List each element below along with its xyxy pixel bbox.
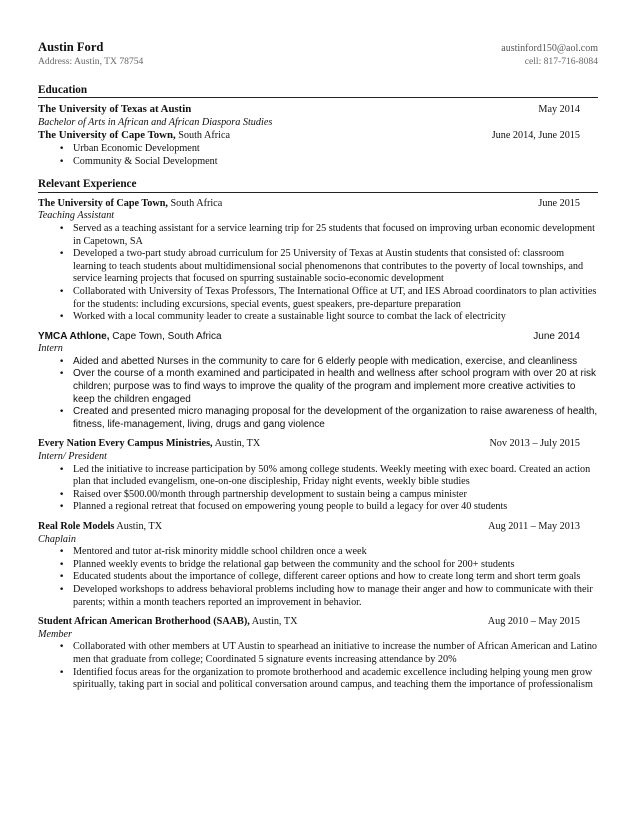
job-org-line (38, 521, 162, 534)
job-location: Austin, TX (212, 438, 261, 450)
list-item: • Community & Social Development (38, 156, 598, 169)
job-location: South Africa (167, 197, 223, 209)
school-row (38, 129, 598, 143)
cell-phone: cell: 817-716-8084 (524, 55, 598, 67)
job-location: Austin, TX (249, 616, 298, 628)
job-location: Cape Town, South Africa (109, 330, 222, 342)
list-item: • Identified focus areas for the organization to promote brotherhood and academic excellence including helping young men grow spiritually, taking part in social and political conversation around campus, and teaching them the importance of professionalism (38, 667, 598, 692)
job-org: YMCA Athlone, (38, 330, 110, 342)
postal-address: Address: Austin, TX 78754 (38, 55, 144, 67)
header-row (38, 40, 598, 56)
list-item: • Planned weekly events to bridge the relational gap between the community and the school for 200+ students (38, 559, 598, 572)
list-item: • Mentored and tutor at-risk minority middle school children once a week (38, 546, 598, 559)
school-name: The University of Texas at Austin (38, 103, 192, 116)
school-row (38, 103, 598, 117)
list-item: • Developed a two-part study abroad curriculum for 25 University of Texas at Austin students that consisted of: classroom learning to teach students about multidimensional social phenomenons that contributes to the poverty of local townships, and service learning projects that focused on spurring sustainable socio-economic development (38, 248, 598, 286)
job-date: Aug 2011 – May 2013 (488, 521, 580, 532)
school-name: The University of Cape Town, (38, 129, 176, 142)
job-bullets (38, 223, 598, 324)
school-name-line (38, 129, 230, 143)
contact-row (38, 56, 598, 68)
spacer (38, 431, 598, 438)
coursework-list (38, 143, 598, 168)
list-item: • Led the initiative to increase participation by 50% among college students. Weekly meeting with exec board. Created an action plan that included evangelism, one-on-one discipleship, Friday night events, weekly bible studies (38, 464, 598, 489)
list-item: • Developed workshops to address behavioral problems including how to manage their anger and how to communicate with their parents; within a month teachers reported an improvement in behavior. (38, 584, 598, 609)
list-item: • Worked with a local community leader to create a sustainable light source to combat the lack of electricity (38, 311, 598, 324)
job-bullets (38, 464, 598, 514)
job-bullets (38, 356, 598, 432)
job-title: Intern (38, 343, 63, 355)
study-dates: June 2014, June 2015 (491, 130, 580, 142)
list-item: • Urban Economic Development (38, 143, 598, 156)
job-org-line (38, 198, 222, 211)
job-bullets (38, 641, 598, 691)
job-header (38, 331, 598, 344)
experience-heading: Relevant Experience (38, 178, 598, 193)
job-date: Aug 2010 – May 2015 (487, 616, 580, 628)
job-header (38, 521, 598, 534)
spacer (38, 514, 598, 521)
list-item: • Raised over $500.00/month through partnership development to sustain being a campus minister (38, 489, 598, 502)
degree: Bachelor of Arts in African and African Diaspora Studies (38, 116, 273, 128)
job-org: Student African American Brotherhood (SAAB), (38, 616, 250, 628)
email-address[interactable]: austinford150@aol.com (501, 43, 598, 54)
job-title: Teaching Assistant (38, 210, 115, 222)
graduation-date: May 2014 (538, 104, 580, 116)
job-bullets (38, 546, 598, 609)
spacer (38, 609, 598, 616)
job-header (38, 616, 598, 629)
candidate-name: Austin Ford (38, 40, 104, 54)
job-title: Chaplain (38, 533, 76, 545)
list-item: • Served as a teaching assistant for a service learning trip for 25 students that focused on improving urban economic development in Capetown, SA (38, 223, 598, 248)
job-org-line (38, 438, 260, 451)
job-org: The University of Cape Town, (38, 197, 168, 209)
job-date: Nov 2013 – July 2015 (489, 438, 580, 450)
list-item: • Aided and abetted Nurses in the community to care for 6 elderly people with medication, exercise, and cleanliness (38, 356, 598, 369)
job-org: Real Role Models (38, 521, 115, 532)
job-header (38, 198, 598, 211)
job-org-line (38, 616, 297, 629)
list-item: • Created and presented micro managing proposal for the development of the organization to raise awareness of health, fitness, life-management, living, drugs and gang violence (38, 406, 598, 431)
list-item: • Over the course of a month examined and participated in health and wellness after school program with over 20 at risk children; purpose was to find ways to improve the quality of the program and implement more creative activities to keep the children engaged (38, 368, 598, 406)
job-org: Every Nation Every Campus Ministries, (38, 438, 213, 450)
list-item: • Collaborated with other members at UT Austin to spearhead an initiative to increase the number of African American and Latino men that graduate from college; Coordinated 5 signature events increasing attendance by 20% (38, 641, 598, 666)
list-item: • Collaborated with University of Texas Professors, The International Office at UT, and IES Abroad coordinators to plan activities for the students: including excursions, special events, guest speakers, pre-departure preparation (38, 286, 598, 311)
spacer (38, 324, 598, 331)
list-item: • Planned a regional retreat that focused on empowering young people to build a legacy for over 40 students (38, 501, 598, 514)
job-date: June 2014 (533, 330, 580, 342)
job-org-line (38, 331, 222, 344)
job-title: Member (38, 628, 72, 640)
school-location: South Africa (175, 130, 231, 142)
job-header (38, 438, 598, 451)
job-location: Austin, TX (114, 521, 163, 532)
education-heading: Education (38, 84, 598, 99)
job-date: June 2015 (538, 197, 580, 209)
list-item: • Educated students about the importance of college, different career options and how to create long term and short term goals (38, 571, 598, 584)
job-title: Intern/ President (38, 451, 107, 463)
